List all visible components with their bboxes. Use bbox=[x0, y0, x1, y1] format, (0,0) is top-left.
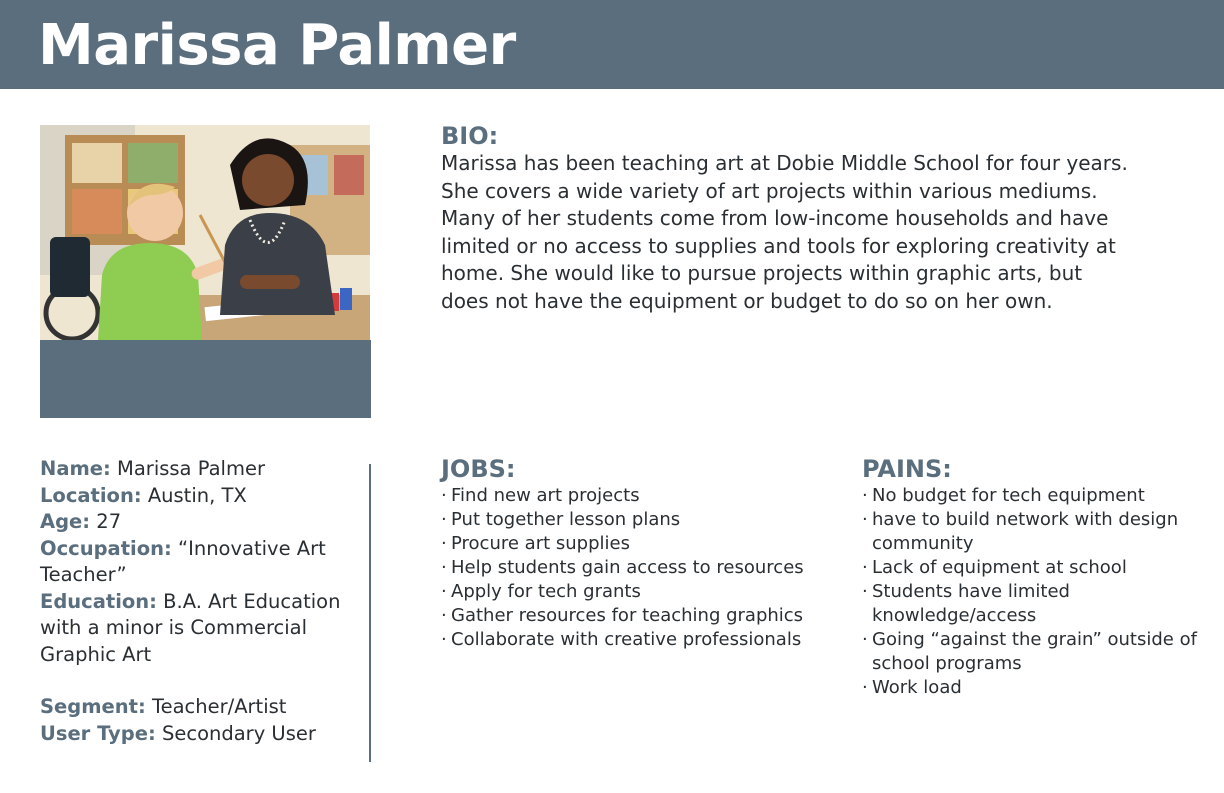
list-item bbox=[441, 532, 821, 556]
list-item bbox=[441, 556, 821, 580]
detail-age bbox=[40, 509, 360, 536]
jobs-list bbox=[441, 484, 821, 652]
detail-name bbox=[40, 456, 360, 483]
list-item bbox=[441, 508, 821, 532]
list-item-text: No budget for tech equipment bbox=[872, 485, 1145, 506]
list-item-text: Apply for tech grants bbox=[451, 581, 641, 602]
list-item bbox=[862, 556, 1202, 580]
list-item-text: Students have limited knowledge/access bbox=[872, 581, 1070, 626]
detail-user-type bbox=[40, 721, 360, 748]
list-item bbox=[862, 484, 1202, 508]
bullet-icon: · bbox=[862, 557, 868, 578]
persona-details bbox=[40, 456, 360, 747]
detail-label: Occupation: bbox=[40, 536, 172, 560]
detail-occupation bbox=[40, 536, 360, 589]
detail-segment bbox=[40, 694, 360, 721]
page-title: Marissa Palmer bbox=[38, 13, 516, 78]
pains-list bbox=[862, 484, 1202, 700]
bullet-icon: · bbox=[862, 677, 868, 698]
spacer bbox=[40, 668, 360, 694]
bio-text: Marissa has been teaching art at Dobie Middle School for four years. She covers a wide variety of art projects within various mediums. Many of her students come from low-income households and have limited or no access to supplies and tools for exploring creativity at home. She would like to pursue projects within graphic arts, but does not have the equipment or budget to do so on her own. bbox=[441, 151, 1128, 313]
bio-section bbox=[441, 122, 1181, 315]
list-item-text: have to build network with design community bbox=[872, 509, 1179, 554]
teacher-student-illustration bbox=[40, 125, 370, 340]
bullet-icon: · bbox=[441, 509, 447, 530]
list-item bbox=[862, 508, 1202, 556]
bullet-icon: · bbox=[441, 485, 447, 506]
detail-label: Age: bbox=[40, 510, 91, 533]
detail-label: User Type: bbox=[40, 721, 156, 745]
header-banner bbox=[0, 0, 1224, 89]
list-item bbox=[441, 628, 821, 652]
detail-value: Teacher/Artist bbox=[151, 695, 287, 718]
persona-photo bbox=[40, 125, 370, 340]
detail-value: Austin, TX bbox=[147, 483, 247, 507]
list-item-text: Going “against the grain” outside of school programs bbox=[872, 629, 1197, 674]
list-item-text: Work load bbox=[872, 677, 962, 698]
bullet-icon: · bbox=[862, 629, 868, 650]
detail-label: Location: bbox=[40, 483, 142, 507]
list-item-text: Find new art projects bbox=[451, 485, 640, 506]
detail-label: Education: bbox=[40, 589, 157, 613]
list-item bbox=[862, 628, 1202, 676]
list-item-text: Put together lesson plans bbox=[451, 509, 681, 530]
list-item-text: Gather resources for teaching graphics bbox=[451, 605, 804, 626]
vertical-divider bbox=[369, 464, 371, 762]
jobs-title: JOBS: bbox=[441, 455, 516, 483]
detail-location bbox=[40, 483, 360, 510]
bullet-icon: · bbox=[441, 557, 447, 578]
bullet-icon: · bbox=[441, 581, 447, 602]
list-item bbox=[441, 484, 821, 508]
list-item-text: Collaborate with creative professionals bbox=[451, 629, 802, 650]
detail-value: B.A. Art Education with a minor is Commercial Graphic Art bbox=[40, 589, 341, 666]
detail-value: Secondary User bbox=[161, 721, 316, 745]
jobs-section bbox=[441, 455, 821, 652]
list-item bbox=[441, 604, 821, 628]
detail-education bbox=[40, 589, 360, 669]
bullet-icon: · bbox=[862, 581, 868, 602]
list-item bbox=[862, 580, 1202, 628]
pains-section bbox=[862, 455, 1202, 700]
detail-value: “Innovative Art Teacher” bbox=[40, 536, 326, 586]
detail-value: 27 bbox=[96, 510, 122, 533]
photo-caption-bar bbox=[40, 340, 371, 418]
bullet-icon: · bbox=[441, 533, 447, 554]
bio-title: BIO: bbox=[441, 122, 499, 150]
list-item-text: Help students gain access to resources bbox=[451, 557, 804, 578]
pains-title: PAINS: bbox=[862, 455, 952, 483]
list-item-text: Procure art supplies bbox=[451, 533, 630, 554]
bullet-icon: · bbox=[862, 485, 868, 506]
bullet-icon: · bbox=[441, 605, 447, 626]
list-item bbox=[441, 580, 821, 604]
detail-label: Segment: bbox=[40, 695, 146, 718]
list-item bbox=[862, 676, 1202, 700]
bullet-icon: · bbox=[862, 509, 868, 530]
bullet-icon: · bbox=[441, 629, 447, 650]
list-item-text: Lack of equipment at school bbox=[872, 557, 1127, 578]
detail-value: Marissa Palmer bbox=[117, 457, 265, 480]
detail-label: Name: bbox=[40, 457, 111, 480]
